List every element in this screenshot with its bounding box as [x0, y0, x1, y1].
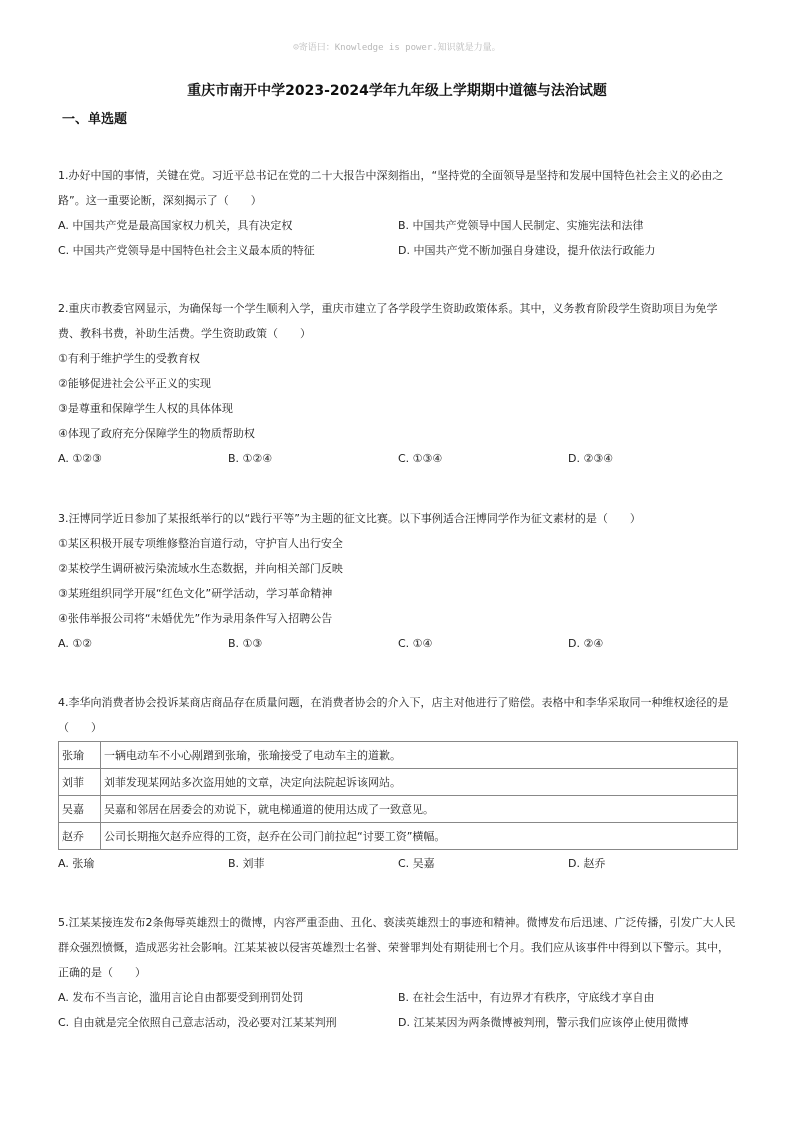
option-d[interactable]: D. ②④ [568, 637, 604, 650]
option-a[interactable]: A. 发布不当言论，滥用言论自由都要受到刑罚处罚 [58, 991, 304, 1004]
statement-2: ②能够促进社会公平正义的实现 [58, 377, 211, 390]
statement-1: ①有利于维护学生的受教育权 [58, 352, 200, 365]
options [58, 446, 738, 471]
statement-3: ③某班组织同学开展“红色文化”研学活动，学习革命精神 [58, 587, 333, 600]
table-cell-text: 一辆电动车不小心剐蹭到张瑜，张瑜接受了电动车主的道歉。 [101, 742, 738, 769]
statement-4: ④张伟举报公司将“未婚优先”作为录用条件写入招聘公告 [58, 612, 333, 625]
table-row [59, 742, 738, 769]
options [58, 631, 738, 656]
question-5 [58, 910, 738, 1035]
table-cell-name: 赵乔 [59, 823, 101, 850]
option-b[interactable]: B. ①②④ [228, 452, 273, 465]
table-cell-name: 张瑜 [59, 742, 101, 769]
question-2 [58, 296, 738, 471]
options [58, 851, 738, 876]
option-a[interactable]: A. ①②③ [58, 452, 102, 465]
option-d[interactable]: D. ②③④ [568, 452, 614, 465]
question-3 [58, 506, 738, 656]
section-heading: 一、单选题 [62, 112, 128, 127]
option-b[interactable]: B. 在社会生活中，有边界才有秩序，守底线才享自由 [398, 991, 655, 1004]
option-b[interactable]: B. 中国共产党领导中国人民制定、实施宪法和法律 [398, 219, 644, 232]
option-c[interactable]: C. ①④ [398, 637, 433, 650]
option-a[interactable]: A. 中国共产党是最高国家权力机关，具有决定权 [58, 219, 293, 232]
question-stem: 4.李华向消费者协会投诉某商店商品存在质量问题，在消费者协会的介入下，店主对他进行了赔偿。表格中和李华采取同一种维权途径的是（ ） [58, 696, 729, 734]
table-row [59, 823, 738, 850]
table-cell-text: 刘菲发现某网站多次盗用她的文章，决定向法院起诉该网站。 [101, 769, 738, 796]
table-cell-text: 吴嘉和邻居在居委会的劝说下，就电梯通道的使用达成了一致意见。 [101, 796, 738, 823]
statement-1: ①某区积极开展专项维修整治盲道行动，守护盲人出行安全 [58, 537, 343, 550]
option-d[interactable]: D. 中国共产党不断加强自身建设，提升依法行政能力 [398, 244, 656, 257]
question-stem: 3.汪博同学近日参加了某报纸举行的以“践行平等”为主题的征文比赛。以下事例适合汪博同学作为征文素材的是（ ） [58, 512, 641, 525]
watermark: ☺寄语曰：Knowledge is power.知识就是力量。 [293, 43, 501, 53]
option-b[interactable]: B. 刘菲 [228, 857, 265, 870]
question-4 [58, 690, 738, 876]
table-row [59, 769, 738, 796]
options [58, 213, 738, 263]
option-a[interactable]: A. 张瑜 [58, 857, 95, 870]
question-stem: 1.办好中国的事情，关键在党。习近平总书记在党的二十大报告中深刻指出，“坚持党的全面领导是坚持和发展中国特色社会主义的必由之路”。这一重要论断，深刻揭示了（ ） [58, 169, 724, 207]
option-c[interactable]: C. ①③④ [398, 452, 443, 465]
option-c[interactable]: C. 自由就是完全依照自己意志活动，没必要对江某某判刑 [58, 1016, 337, 1029]
table-row [59, 796, 738, 823]
option-a[interactable]: A. ①② [58, 637, 93, 650]
option-b[interactable]: B. ①③ [228, 637, 263, 650]
table-cell-text: 公司长期拖欠赵乔应得的工资，赵乔在公司门前拉起“讨要工资”横幅。 [101, 823, 738, 850]
statement-4: ④体现了政府充分保障学生的物质帮助权 [58, 427, 255, 440]
table-cell-name: 刘菲 [59, 769, 101, 796]
option-d[interactable]: D. 赵乔 [568, 857, 606, 870]
option-c[interactable]: C. 中国共产党领导是中国特色社会主义最本质的特征 [58, 244, 315, 257]
table-cell-name: 吴嘉 [59, 796, 101, 823]
question-stem: 2.重庆市教委官网显示，为确保每一个学生顺利入学，重庆市建立了各学段学生资助政策体系。其中，义务教育阶段学生资助项目为免学费、教科书费，补助生活费。学生资助政策（ ） [58, 302, 718, 340]
options [58, 985, 738, 1035]
option-d[interactable]: D. 江某某因为两条微博被判刑，警示我们应该停止使用微博 [398, 1016, 689, 1029]
statement-3: ③是尊重和保障学生人权的具体体现 [58, 402, 233, 415]
option-c[interactable]: C. 吴嘉 [398, 857, 435, 870]
cases-table [58, 741, 738, 850]
statement-2: ②某校学生调研被污染流域水生态数据，并向相关部门反映 [58, 562, 343, 575]
question-stem: 5.江某某接连发布2条侮辱英雄烈士的微博，内容严重歪曲、丑化、亵渎英雄烈士的事迹和精神。微博发布后迅速、广泛传播，引发广大人民群众强烈愤慨，造成恶劣社会影响。江某某被以侵害英雄烈士名誉、荣誉罪判处有期徒刑七个月。我们应从该事件中得到以下警示。其中，正确的是（ ） [58, 916, 736, 979]
question-1 [58, 163, 738, 263]
page-title: 重庆市南开中学2023-2024学年九年级上学期期中道德与法治试题 [187, 83, 607, 99]
